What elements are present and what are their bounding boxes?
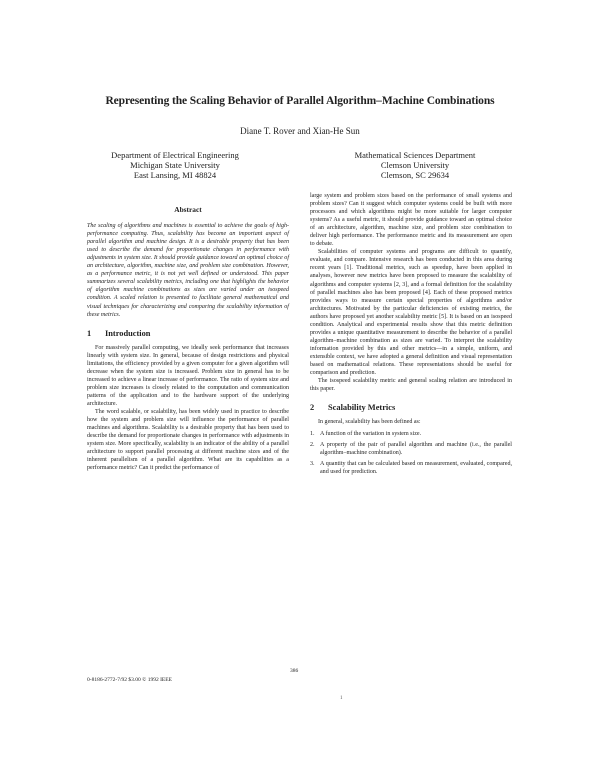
abstract-text: The scaling of algorithms and machines is essential to achieve the goals of high-performance computing. Thus, scalability has become an important aspect of parallel algorithm and machine design. It is a desirable property that has been used to describe the demand for proportionate changes in performance with adjustments in system size. It should provide guidance toward an optimal choice of an architecture, algorithm, machine size, and problem size combination. However, as a performance metric, it is not yet well defined or understood. This paper summarizes several scalability metrics, including one that highlights the behavior of algorithm machine combinations as sizes are varied under an isospeed condition. A scaled relation is presented to facilitate general mathematical and visual techniques for characterizing and comparing the scalability information of these metrics. — [87, 223, 289, 318]
section-number: 2 — [310, 403, 315, 413]
scalability-definition-list — [310, 430, 512, 476]
list-item-number: 3. — [310, 461, 315, 468]
section-title: Introduction — [105, 328, 151, 338]
left-column — [87, 196, 289, 472]
affiliation-line: Clemson University — [380, 160, 450, 170]
paper-title: Representing the Scaling Behavior of Parallel Algorithm–Machine Combinations — [105, 95, 495, 107]
intro-paragraph-4: The isospeed scalability metric and general scaling relation are introduced in this paper. — [310, 378, 512, 393]
list-item-number: 2. — [310, 442, 315, 449]
paper-authors: Diane T. Rover and Xian-He Sun — [240, 126, 360, 136]
section-number: 1 — [87, 328, 92, 338]
affiliation-line: East Lansing, MI 48824 — [133, 170, 217, 180]
page-number: 386 — [290, 668, 299, 674]
list-item — [310, 441, 512, 457]
list-item-text: A quantity that can be calculated based on measurement, evaluated, compared, and used for prediction. — [320, 461, 512, 476]
abstract-heading: Abstract — [174, 205, 202, 214]
affiliation-line: Department of Electrical Engineering — [111, 150, 239, 160]
list-item-text: A property of the pair of parallel algorithm and machine (i.e., the parallel algorithm–machine combination). — [320, 442, 512, 457]
affiliation-msu — [60, 150, 290, 180]
scalability-intro: In general, scalability has been defined as: — [318, 419, 421, 426]
scan-mark: 1 — [340, 696, 343, 701]
section-heading-introduction — [87, 330, 289, 338]
affiliation-clemson — [300, 150, 530, 180]
list-item — [310, 460, 512, 476]
right-column — [310, 192, 512, 480]
list-item-text: A function of the variation in system size. — [320, 431, 422, 438]
list-item-number: 1. — [310, 431, 315, 438]
affiliation-line: Clemson, SC 29634 — [380, 170, 450, 180]
copyright-line: 0-8186-2772-7/92 $3.00 © 1992 IEEE — [87, 677, 172, 683]
section-title: Scalability Metrics — [328, 403, 396, 413]
intro-paragraph-1: For massively parallel computing, we ideally seek performance that increases linearly with system size. In general, because of design restrictions and physical limitations, the efficiency provided by a given computer for a given algorithm will decrease when the system size is increased. Problem size in general has to be increased to achieve a linear increase of performance. The ratio of system size and problem size increases is closely related to the computation and communication patterns of the application and to the hardware support of the underlying architecture. — [87, 344, 289, 407]
affiliation-line: Michigan State University — [130, 160, 220, 170]
section-heading-scalability-metrics — [310, 404, 512, 412]
intro-paragraph-2: The word scalable, or scalability, has been widely used in practice to describe how the system and problem size will influence the performance of parallel machines and algorithms. Scalability is a desirable property that has been used to describe the demand for proportionate changes in performance with adjustments in system size. More specifically, scalability is an indicator of the ability of a parallel architecture to support parallel processing at different machine sizes and of the inherent parallelism of a parallel algorithm. What are its capabilities as a performance metric? Can it predict the performance of — [87, 409, 289, 472]
list-item — [310, 430, 512, 438]
intro-paragraph-continued: large system and problem sizes based on the performance of small systems and problem sizes? Can it suggest which computer systems could be built with more processors and which algorithms might be more suitable for larger computer systems? As a useful metric, it should provide guidance toward an optimal choice of an architecture, algorithm, machine size, and problem size combination to deliver high performance. The performance metric and its measurement are open to debate. — [310, 193, 512, 248]
affiliation-line: Mathematical Sciences Department — [354, 150, 476, 160]
intro-paragraph-3: Scalabilities of computer systems and programs are difficult to quantify, evaluate, and compare. Intensive research has been conducted in this area during recent years [1]. Traditional metrics, such as speedup, have been applied in analyses, however new metrics have been proposed to measure the scalability of algorithms and computer systems [2, 3], and a formal definition for the scalability of parallel machines also has been proposed [4]. Each of these proposed metrics provides ways to measure certain special properties of algorithms and/or architectures. Motivated by the particular deficiencies of existing metrics, the authors have proposed yet another scalability metric [5]. It is based on an isospeed condition. Analytical and experimental results show that this metric definition provides a unique quantitative measurement to describe the behavior of a parallel algorithm–machine combination as sizes are varied. To interpret the scalability information provided by this and other metrics—in a simple, uniform, and extensible context, we have adopted a general definition and visual representation based on mathematical relations. These representations should be useful for comparison and prediction. — [310, 249, 512, 377]
